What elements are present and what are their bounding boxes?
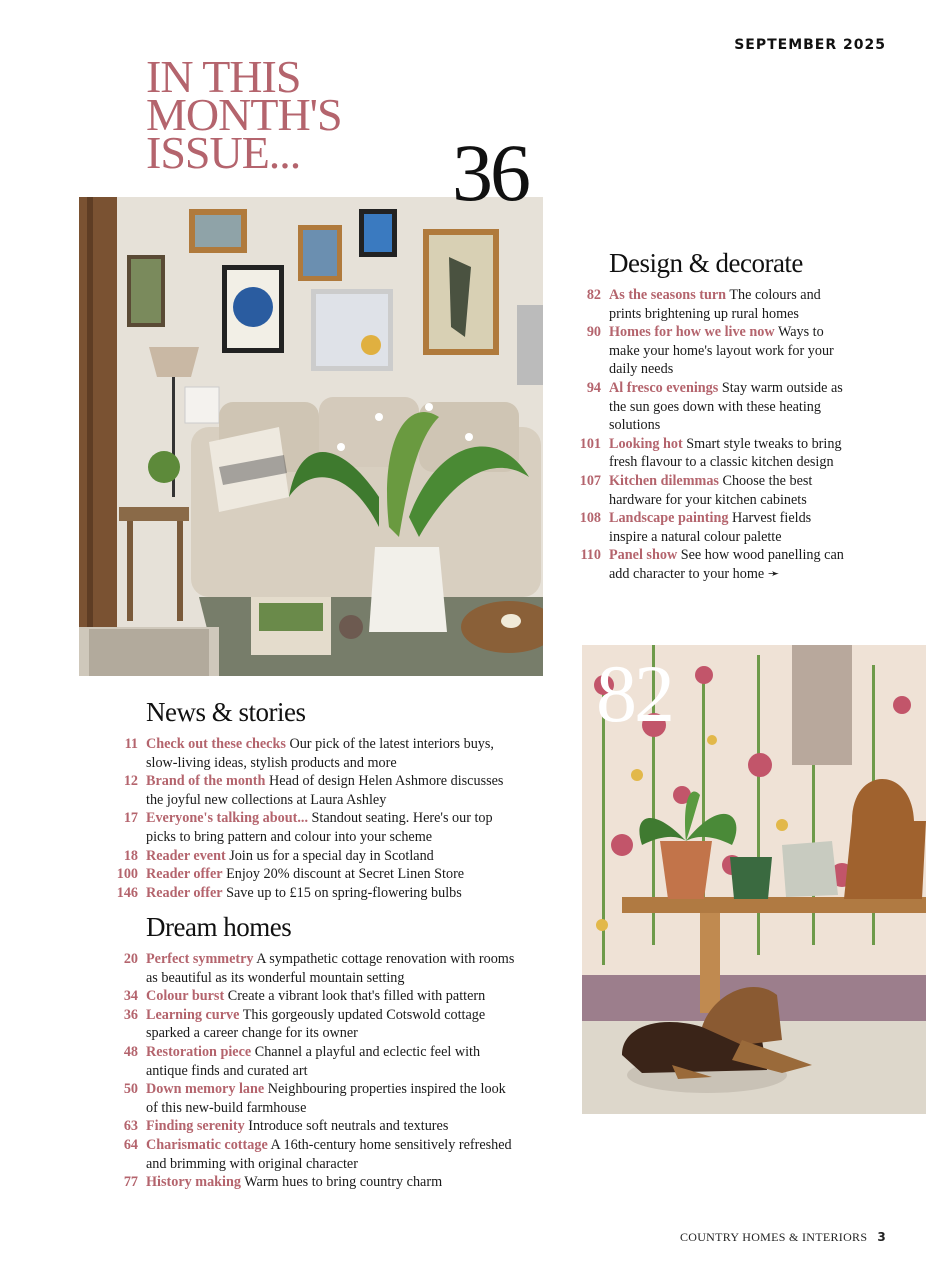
toc-page: 90 [586,324,601,341]
toc-entry[interactable] [586,286,849,323]
toc-desc: Introduce soft neutrals and textures [248,1118,449,1135]
toc-page: 107 [579,472,601,489]
living-room-illustration [79,197,543,676]
toc-entry[interactable] [123,1173,521,1192]
toc-headline: Landscape painting [609,510,729,527]
page-number: 3 [877,1230,886,1244]
toc-headline: Everyone's talking about... [146,810,308,827]
toc-entry[interactable] [580,546,849,583]
toc-headline: Reader offer [146,884,223,901]
toc-entry[interactable] [579,509,849,546]
masthead-line-1: IN THIS [146,51,301,102]
toc-entry[interactable] [123,809,516,846]
toc-page: 18 [123,847,138,864]
toc-headline: Al fresco evenings [609,379,719,396]
toc-entry[interactable] [123,1080,521,1117]
dream-entries [123,950,521,1192]
living-room-photo[interactable] [79,197,543,676]
toc-entry[interactable] [123,1043,521,1080]
toc-entry[interactable] [586,379,849,435]
toc-page: 11 [124,736,138,752]
toc-page: 146 [116,884,138,901]
toc-entry[interactable] [123,987,521,1006]
section-title-dream-homes: Dream homes [146,912,292,942]
toc-page: 77 [123,1174,138,1191]
toc-desc: Stay warm outside as the sun goes down with these heating solutions [609,379,843,434]
toc-desc: Standout seating. Here's our top picks to bring pattern and colour into your scheme [146,810,493,845]
toc-page: 108 [579,510,601,527]
toc-page: 100 [116,866,138,883]
toc-desc: Smart style tweaks to bring fresh flavour to a classic kitchen design [609,435,842,471]
toc-desc: This gorgeously updated Cotswold cottage sparked a career change for its owner [146,1006,486,1042]
toc-entry[interactable] [123,950,521,987]
toc-headline: As the seasons turn [609,287,727,303]
toc-page: 110 [580,547,601,564]
toc-headline: Homes for how we live now [609,324,775,341]
toc-headline: Looking hot [609,435,683,452]
toc-desc: A sympathetic cottage renovation with rooms as beautiful as its wonderful mountain setting [146,951,515,986]
toc-page: 82 [586,287,601,303]
toc-desc: Join us for a special day in Scotland [229,847,434,864]
toc-headline: Charismatic cottage [146,1136,268,1153]
toc-page: 34 [123,988,138,1005]
toc-headline: Reader event [146,847,226,864]
design-entries [579,286,849,584]
toc-headline: Perfect symmetry [146,951,254,967]
toc-desc: See how wood panelling can add character to your home ➛ [609,547,844,582]
toc-page: 12 [123,773,138,790]
toc-entry[interactable] [586,323,849,379]
section-title-news: News & stories [146,697,306,727]
toc-desc: Channel a playful and eclectic feel with antique finds and curated art [146,1043,481,1079]
toc-headline: Down memory lane [146,1081,265,1098]
toc-page: 63 [123,1118,138,1135]
toc-desc: Choose the best hardware for your kitchen cabinets [609,472,813,508]
toc-page: 20 [123,951,138,967]
toc-headline: History making [146,1174,241,1191]
page-footer [680,1230,886,1245]
toc-entry[interactable] [123,772,516,809]
toc-desc: Create a vibrant look that's filled with pattern [227,988,486,1005]
toc-desc: Save up to £15 on spring-flowering bulbs [226,884,462,901]
masthead-line-2: MONTH'S [146,89,342,140]
toc-entry[interactable] [123,1136,521,1173]
toc-entry[interactable] [579,435,849,472]
masthead-line-3: ISSUE... [146,127,301,178]
toc-desc: Neighbouring properties inspired the look of this new-build farmhouse [146,1081,506,1116]
masthead-title [146,51,446,178]
toc-page: 36 [123,1006,138,1023]
toc-headline: Restoration piece [146,1043,252,1060]
news-entries [116,735,516,902]
toc-entry[interactable] [579,472,849,509]
toc-desc: The colours and prints brightening up rural homes [609,287,821,322]
toc-page: 50 [123,1081,138,1098]
toc-entry[interactable] [116,884,516,903]
toc-desc: Warm hues to bring country charm [244,1174,443,1191]
feature-page-number-36: 36 [452,127,528,218]
toc-headline: Panel show [609,547,678,564]
toc-headline: Finding serenity [146,1118,245,1135]
toc-page: 94 [586,379,601,396]
toc-desc: A 16th-century home sensitively refreshed and brimming with original character [146,1136,512,1172]
toc-entry[interactable] [116,865,516,884]
toc-page: 101 [579,435,601,452]
toc-entry[interactable] [123,1006,521,1043]
toc-desc: Our pick of the latest interiors buys, slow-living ideas, stylish products and more [146,736,494,771]
toc-entry[interactable] [123,847,516,866]
toc-entry[interactable] [123,1117,521,1136]
magazine-name: COUNTRY HOMES & INTERIORS [679,1230,868,1244]
toc-desc: Head of design Helen Ashmore discusses the joyful new collections at Laura Ashley [146,773,504,808]
toc-desc: Harvest fields inspire a natural colour palette [609,510,812,545]
toc-desc: Ways to make your home's layout work for your daily needs [609,324,834,378]
toc-headline: Reader offer [146,866,223,883]
toc-headline: Brand of the month [146,773,266,790]
toc-page: 48 [123,1043,138,1060]
feature-page-number-82: 82 [596,648,672,739]
toc-headline: Learning curve [146,1006,240,1023]
issue-date: SEPTEMBER 2025 [734,37,886,53]
toc-headline: Check out these checks [146,736,286,752]
toc-page: 64 [123,1136,138,1153]
toc-headline: Kitchen dilemmas [609,472,719,489]
section-title-design: Design & decorate [609,248,803,278]
toc-desc: Enjoy 20% discount at Secret Linen Store [226,866,465,883]
toc-entry[interactable] [124,735,516,772]
toc-page: 17 [123,810,138,827]
toc-headline: Colour burst [146,988,225,1005]
